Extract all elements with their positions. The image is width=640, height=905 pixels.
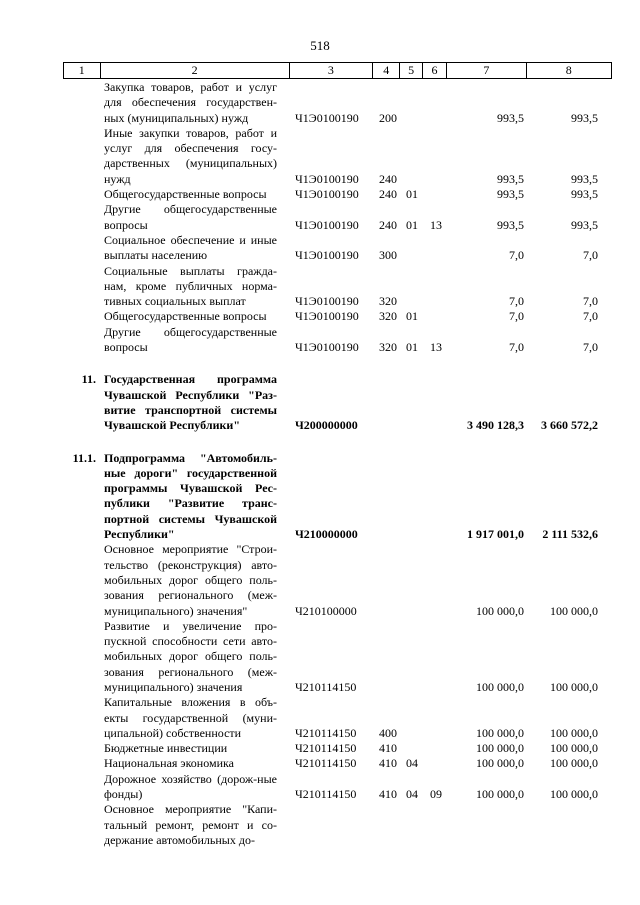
row-code: Ч1Э0100190 <box>295 171 359 186</box>
row-code: Ч210114150 <box>295 787 357 802</box>
table-row <box>0 126 640 187</box>
row-col-5: 04 <box>406 787 418 802</box>
row-col-4: 320 <box>379 309 397 324</box>
row-value-7: 993,5 <box>497 217 524 232</box>
row-col-5: 01 <box>406 309 418 324</box>
row-col-6: 13 <box>430 340 442 355</box>
row-value-8: 100 000,0 <box>550 756 598 771</box>
row-col-6: 09 <box>430 787 442 802</box>
header-col-5: 5 <box>400 63 422 79</box>
row-code: Ч1Э0100190 <box>295 340 359 355</box>
row-value-7: 100 000,0 <box>476 741 524 756</box>
row-col-4: 410 <box>379 741 397 756</box>
page-number: 518 <box>310 38 330 53</box>
table-header <box>63 62 612 79</box>
row-code: Ч210114150 <box>295 725 357 740</box>
table-row <box>0 741 640 756</box>
header-col-4: 4 <box>373 63 400 79</box>
row-col-4: 300 <box>379 248 397 263</box>
row-value-8: 3 660 572,2 <box>541 418 598 433</box>
row-code: Ч1Э0100190 <box>295 110 359 125</box>
row-value-8: 7,0 <box>583 294 598 309</box>
row-value-8: 993,5 <box>571 217 598 232</box>
table-row <box>0 264 640 310</box>
row-value-8: 100 000,0 <box>550 787 598 802</box>
row-code: Ч200000000 <box>295 418 358 433</box>
row-value-7: 100 000,0 <box>476 787 524 802</box>
header-col-7: 7 <box>447 63 526 79</box>
row-number: 11. <box>81 372 96 387</box>
row-name: Социальные выплаты гражда-нам, кроме публичных норма-тивных социальных выплат <box>104 263 277 309</box>
table-body <box>0 80 640 848</box>
table-row <box>0 772 640 803</box>
row-name: Капитальные вложения в объ-екты государственной (муни-ципальной) собственности <box>104 695 277 740</box>
row-code: Ч1Э0100190 <box>295 294 359 309</box>
row-value-8: 7,0 <box>583 248 598 263</box>
row-col-6: 13 <box>430 217 442 232</box>
row-name: Другие общегосударственные вопросы <box>104 202 277 232</box>
row-col-5: 04 <box>406 756 418 771</box>
table-row <box>0 233 640 264</box>
row-value-8: 100 000,0 <box>550 725 598 740</box>
row-value-8: 7,0 <box>583 309 598 324</box>
table-row <box>0 619 640 695</box>
row-col-4: 320 <box>379 340 397 355</box>
row-name: Иные закупки товаров, работ и услуг для обеспечения госу-дарственных (муниципальных) нужд <box>104 125 277 186</box>
row-code: Ч210100000 <box>295 603 357 618</box>
row-code: Ч1Э0100190 <box>295 309 359 324</box>
row-value-8: 993,5 <box>571 187 598 202</box>
row-value-7: 993,5 <box>497 171 524 186</box>
header-col-1: 1 <box>64 63 101 79</box>
row-value-7: 1 917 001,0 <box>467 527 524 542</box>
row-value-7: 100 000,0 <box>476 725 524 740</box>
row-col-4: 410 <box>379 787 397 802</box>
row-col-5: 01 <box>406 187 418 202</box>
row-name: Основное мероприятие "Строи-тельство (реконструкция) авто-мобильных дорог общего поль-зования регионального (меж-муниципального) значения" <box>104 542 277 618</box>
header-col-8: 8 <box>526 63 611 79</box>
row-value-7: 3 490 128,3 <box>467 418 524 433</box>
row-code: Ч210114150 <box>295 756 357 771</box>
row-value-7: 7,0 <box>509 309 524 324</box>
row-name: Общегосударственные вопросы <box>104 309 267 324</box>
row-value-7: 7,0 <box>509 340 524 355</box>
header-col-3: 3 <box>289 63 372 79</box>
table-row <box>0 802 640 848</box>
row-code: Ч1Э0100190 <box>295 187 359 202</box>
row-value-8: 100 000,0 <box>550 603 598 618</box>
row-name: Развитие и увеличение про-пускной способности сети авто-мобильных дорог общего поль-зования регионального (меж-муниципального) значения <box>104 618 277 694</box>
row-col-4: 240 <box>379 187 397 202</box>
row-value-8: 100 000,0 <box>550 741 598 756</box>
table-row <box>0 756 640 771</box>
row-name: Другие общегосударственные вопросы <box>104 324 277 355</box>
table-row <box>0 325 640 356</box>
table-row <box>0 80 640 126</box>
table-row <box>0 542 640 618</box>
row-code: Ч210114150 <box>295 679 357 694</box>
row-name: Государственная программа Чувашской Республики "Раз-витие транспортной системы Чувашской Республики" <box>104 372 277 433</box>
row-code: Ч210114150 <box>295 741 357 756</box>
row-col-4: 410 <box>379 756 397 771</box>
row-number: 11.1. <box>72 450 96 465</box>
row-value-8: 7,0 <box>583 340 598 355</box>
row-code: Ч210000000 <box>295 527 358 542</box>
row-col-5: 01 <box>406 217 418 232</box>
table-row <box>0 309 640 324</box>
row-name: Бюджетные инвестиции <box>104 741 228 756</box>
row-value-7: 100 000,0 <box>476 756 524 771</box>
table-row <box>0 451 640 543</box>
row-name: Подпрограмма "Автомобиль-ные дороги" государственной программы Чувашской Рес-публики "Развитие транс-портной системы Чувашской Республики" <box>104 450 277 542</box>
row-value-7: 7,0 <box>509 248 524 263</box>
row-col-4: 240 <box>379 171 397 186</box>
row-value-8: 2 111 532,6 <box>542 527 598 542</box>
row-name: Дорожное хозяйство (дорож-ные фонды) <box>104 771 277 802</box>
table-row <box>0 187 640 202</box>
table-row <box>0 372 640 433</box>
row-col-5: 01 <box>406 340 418 355</box>
table-row <box>0 695 640 741</box>
row-value-7: 7,0 <box>509 294 524 309</box>
row-value-8: 100 000,0 <box>550 679 598 694</box>
row-value-7: 993,5 <box>497 187 524 202</box>
row-name: Национальная экономика <box>104 756 234 771</box>
row-value-7: 100 000,0 <box>476 679 524 694</box>
row-spacer <box>0 434 640 451</box>
row-col-4: 240 <box>379 217 397 232</box>
row-name: Социальное обеспечение и иные выплаты населению <box>104 232 277 263</box>
row-col-4: 320 <box>379 294 397 309</box>
row-value-8: 993,5 <box>571 110 598 125</box>
row-value-7: 993,5 <box>497 110 524 125</box>
row-value-7: 100 000,0 <box>476 603 524 618</box>
header-col-6: 6 <box>422 63 446 79</box>
table-row <box>0 202 640 233</box>
row-col-4: 200 <box>379 110 397 125</box>
header-col-2: 2 <box>100 63 289 79</box>
row-name: Общегосударственные вопросы <box>104 187 267 202</box>
row-code: Ч1Э0100190 <box>295 248 359 263</box>
row-name: Основное мероприятие "Капи-тальный ремонт, ремонт и со-держание автомобильных до- <box>104 802 277 847</box>
row-code: Ч1Э0100190 <box>295 217 359 232</box>
row-name: Закупка товаров, работ и услуг для обеспечения государствен-ных (муниципальных) нужд <box>104 80 277 125</box>
row-spacer <box>0 355 640 372</box>
row-value-8: 993,5 <box>571 171 598 186</box>
row-col-4: 400 <box>379 725 397 740</box>
